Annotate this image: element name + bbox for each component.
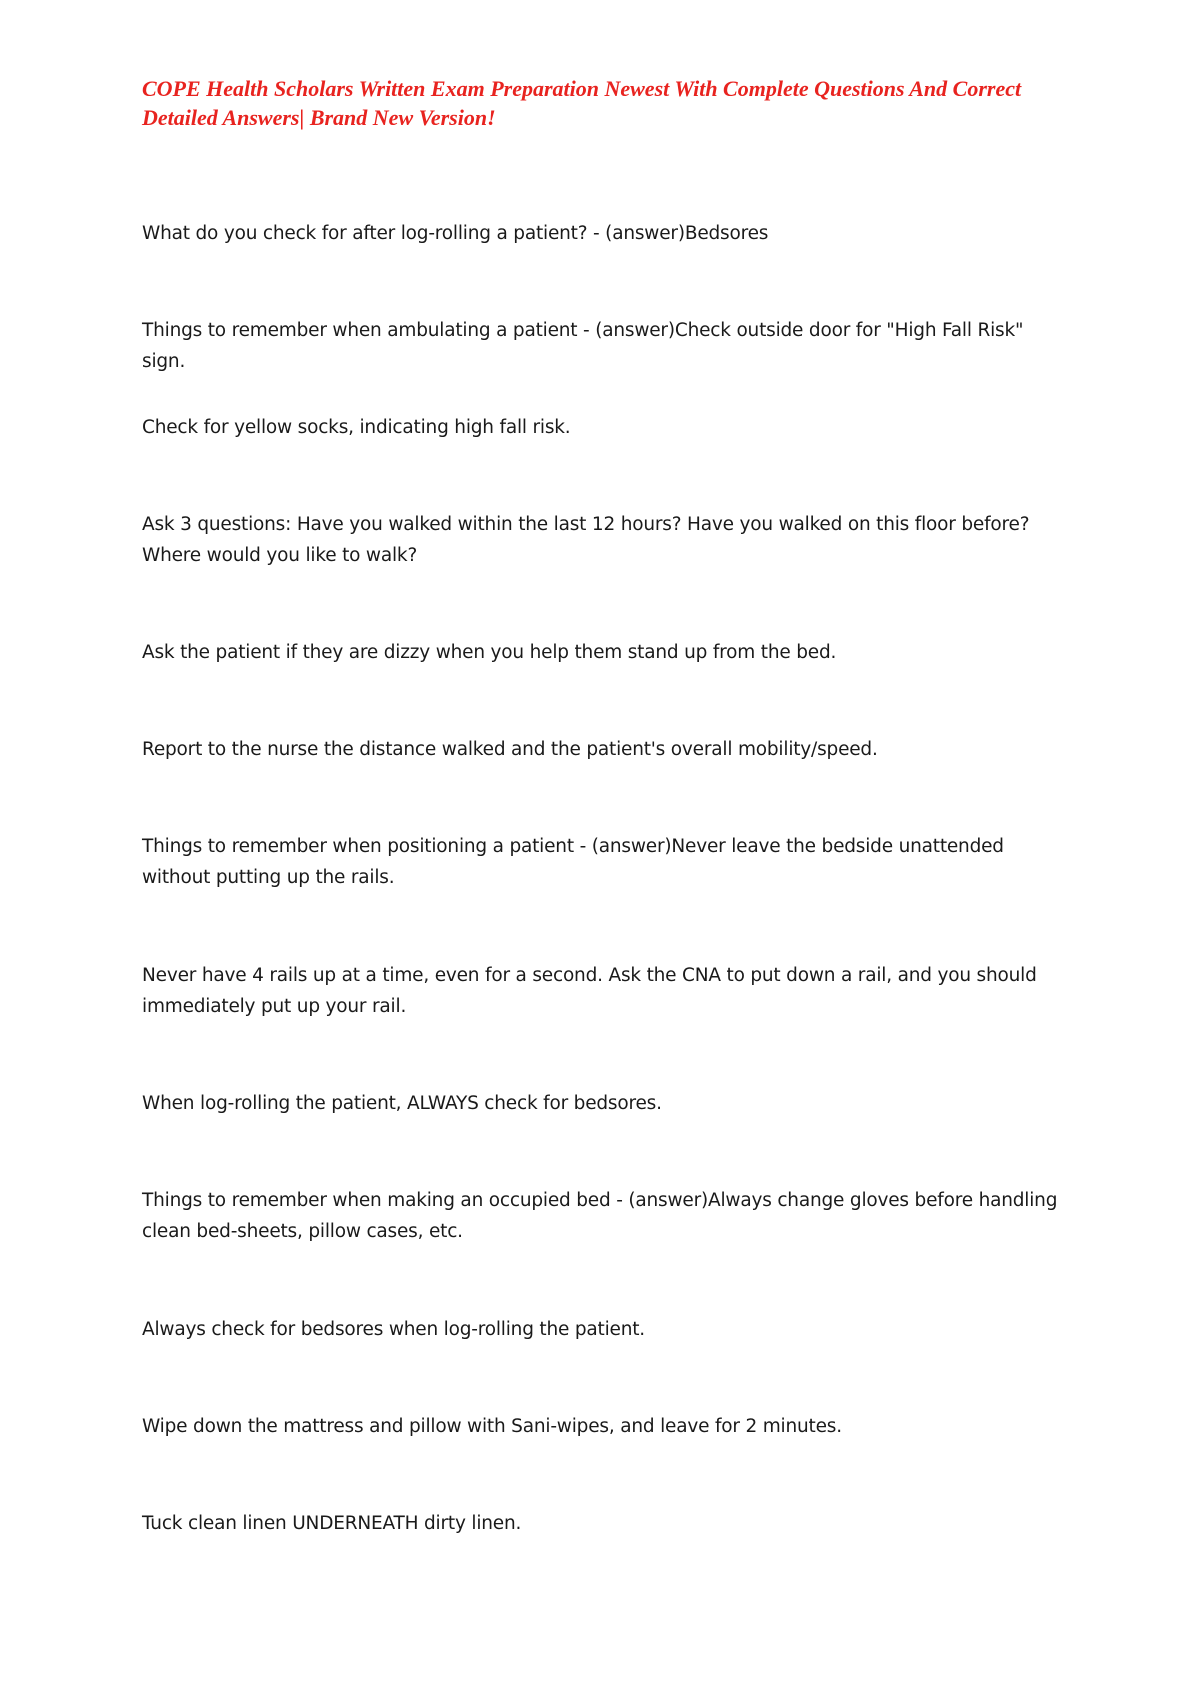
paragraph-four-rails: Never have 4 rails up at a time, even for a second. Ask the CNA to put down a rail, and you should immediately put up your rail.	[142, 965, 1037, 1017]
paragraph-tuck-linen: Tuck clean linen UNDERNEATH dirty linen.	[142, 1513, 522, 1534]
paragraph-positioning-question: Things to remember when positioning a patient - (answer)Never leave the bedside unattended without putting up the rails.	[142, 836, 1004, 888]
paragraph-dizzy-check: Ask the patient if they are dizzy when you help them stand up from the bed.	[142, 642, 837, 663]
paragraph-log-rolling-question: What do you check for after log-rolling a patient? - (answer)Bedsores	[142, 223, 769, 244]
paragraph-occupied-bed-question: Things to remember when making an occupied bed - (answer)Always change gloves before handling clean bed-sheets, pillow cases, etc.	[142, 1190, 1058, 1242]
document-title: COPE Health Scholars Written Exam Preparation Newest With Complete Questions And Correct Detailed Answers| Brand New Version!	[142, 76, 1022, 130]
paragraph-ambulating-question: Things to remember when ambulating a patient - (answer)Check outside door for "High Fall Risk" sign.	[142, 320, 1024, 372]
paragraph-log-rolling-bedsores: When log-rolling the patient, ALWAYS check for bedsores.	[142, 1093, 662, 1114]
paragraph-three-questions: Ask 3 questions: Have you walked within the last 12 hours? Have you walked on this floor before? Where would you like to walk?	[142, 514, 1030, 566]
paragraph-yellow-socks: Check for yellow socks, indicating high fall risk.	[142, 417, 571, 438]
paragraph-sani-wipes: Wipe down the mattress and pillow with Sani-wipes, and leave for 2 minutes.	[142, 1416, 842, 1437]
paragraph-report-to-nurse: Report to the nurse the distance walked and the patient's overall mobility/speed.	[142, 739, 878, 760]
paragraph-check-bedsores: Always check for bedsores when log-rolling the patient.	[142, 1319, 645, 1340]
